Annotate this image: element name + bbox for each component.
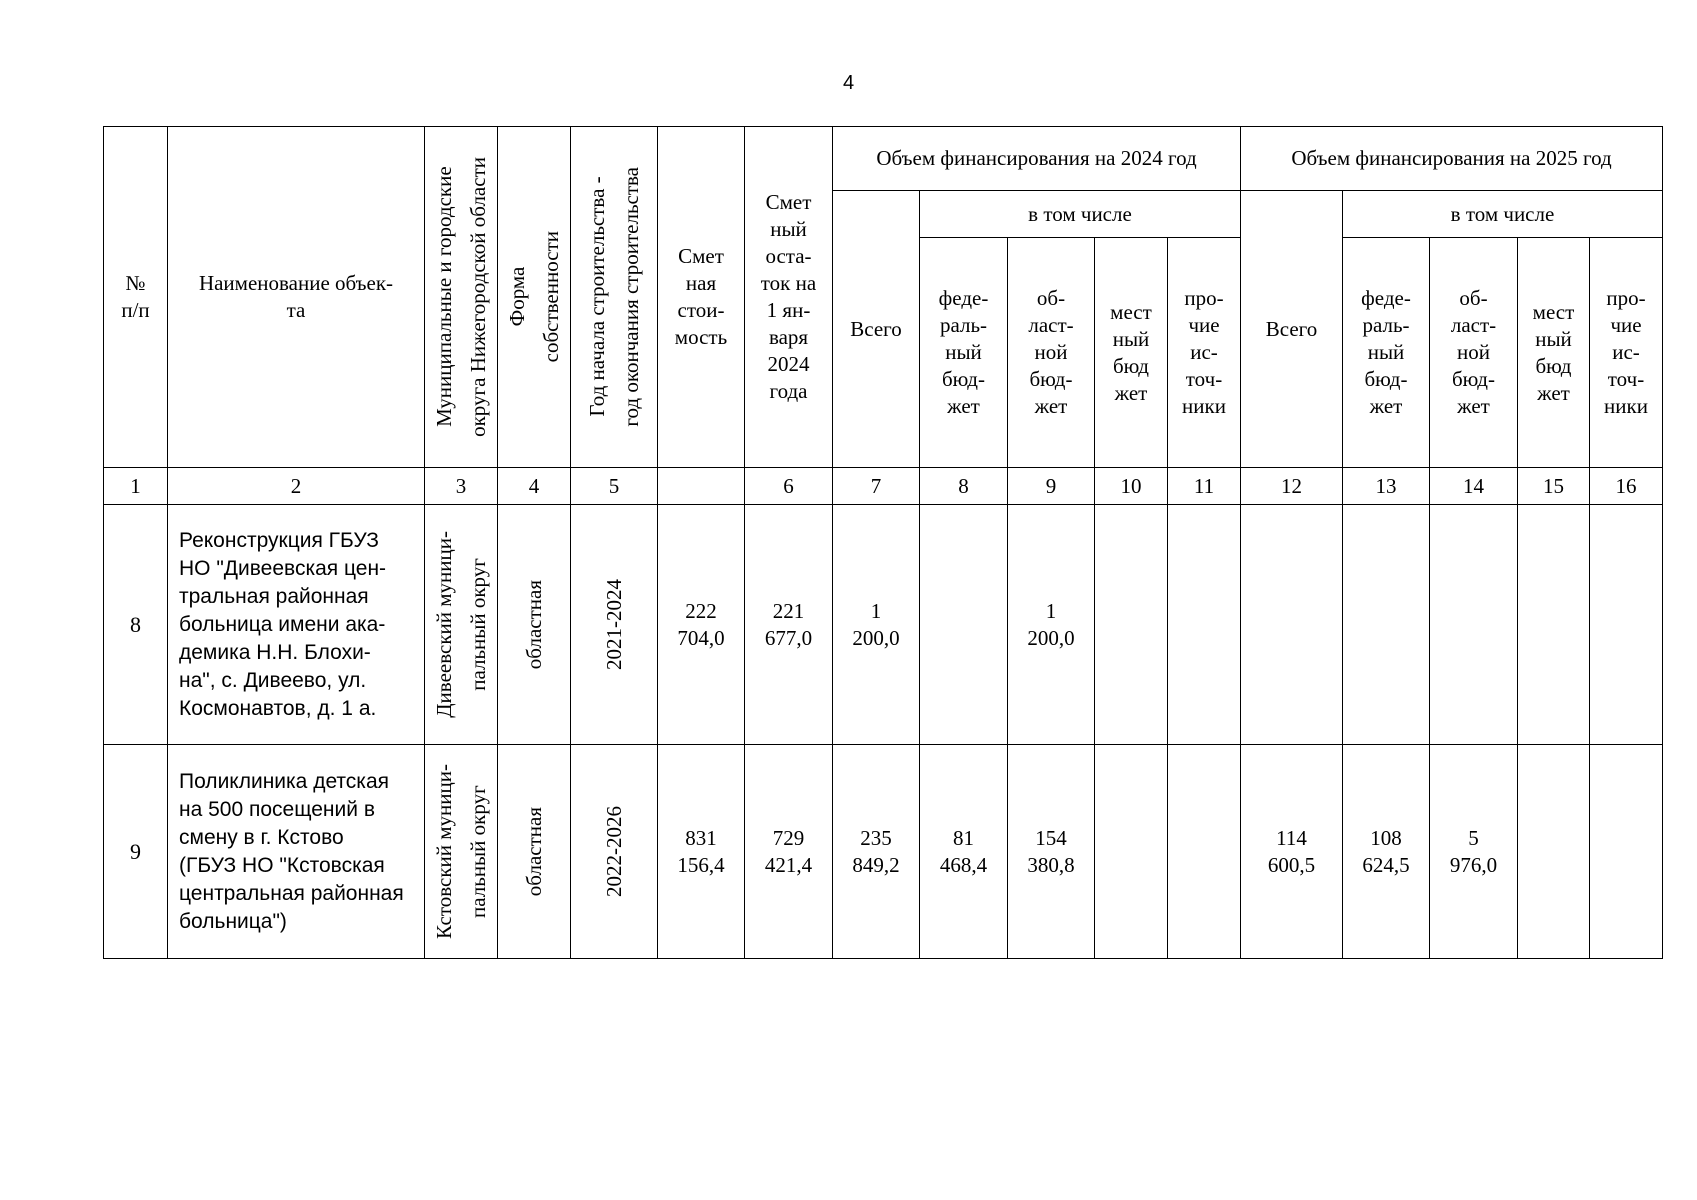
total-2025-cell: 114 600,5 [1241,745,1343,959]
column-number: 8 [920,468,1008,505]
estimated-balance-cell: 729 421,4 [745,745,833,959]
row-number: 8 [104,505,168,745]
header-ownership: Форма собственности [498,127,571,468]
header-no: № п/п [104,127,168,468]
regional-2024-cell: 154 380,8 [1008,745,1095,959]
local-2024-cell [1095,505,1168,745]
column-number: 16 [1590,468,1663,505]
column-number: 6 [745,468,833,505]
local-2025-cell [1518,505,1590,745]
column-number: 7 [833,468,920,505]
header-municipality: Муниципальные и городские округа Нижегородской области [425,127,498,468]
table-row [104,505,1663,745]
object-name: Поликлиника детская на 500 посещений в смену в г. Кстово (ГБУЗ НО "Кстовская центральная районная больница") [168,745,425,959]
column-number: 5 [571,468,658,505]
other-2024-cell [1168,745,1241,959]
municipality-cell: Кстовский муници- пальный округ [425,745,498,959]
header-including-2025: в том числе [1343,191,1663,238]
other-2025-cell [1590,745,1663,959]
regional-2025-cell [1430,505,1518,745]
header-including-2024: в том числе [920,191,1241,238]
row-number: 9 [104,745,168,959]
header-federal-2025: феде- раль- ный бюд- жет [1343,238,1430,468]
header-total-2024: Всего [833,191,920,468]
local-2024-cell [1095,745,1168,959]
column-number: 10 [1095,468,1168,505]
financing-table [103,126,1663,959]
header-federal-2024: феде- раль- ный бюд- жет [920,238,1008,468]
column-number: 2 [168,468,425,505]
estimated-balance-cell: 221 677,0 [745,505,833,745]
header-total-2025: Всего [1241,191,1343,468]
other-2024-cell [1168,505,1241,745]
column-number-row [104,468,1663,505]
header-regional-2025: об- ласт- ной бюд- жет [1430,238,1518,468]
column-number: 15 [1518,468,1590,505]
page-number: 4 [842,72,855,94]
estimated-cost-cell: 222 704,0 [658,505,745,745]
column-number: 12 [1241,468,1343,505]
header-name: Наименование объек- та [168,127,425,468]
column-number: 13 [1343,468,1430,505]
total-2025-cell [1241,505,1343,745]
column-number: 9 [1008,468,1095,505]
years-cell: 2022-2026 [571,745,658,959]
header-regional-2024: об- ласт- ной бюд- жет [1008,238,1095,468]
federal-2025-cell [1343,505,1430,745]
regional-2024-cell: 1 200,0 [1008,505,1095,745]
federal-2024-cell [920,505,1008,745]
column-number: 14 [1430,468,1518,505]
header-other-2025: про- чие ис- точ- ники [1590,238,1663,468]
header-local-2025: мест ный бюд жет [1518,238,1590,468]
ownership-cell: областная [498,505,571,745]
ownership-cell: областная [498,745,571,959]
column-number: 4 [498,468,571,505]
regional-2025-cell: 5 976,0 [1430,745,1518,959]
federal-2025-cell: 108 624,5 [1343,745,1430,959]
header-financing-2025: Объем финансирования на 2025 год [1241,127,1663,191]
other-2025-cell [1590,505,1663,745]
header-row-1 [104,127,1663,191]
column-number: 11 [1168,468,1241,505]
local-2025-cell [1518,745,1590,959]
header-years: Год начала строительства - год окончания строительства [571,127,658,468]
total-2024-cell: 1 200,0 [833,505,920,745]
total-2024-cell: 235 849,2 [833,745,920,959]
object-name: Реконструкция ГБУЗ НО "Дивеевская цен- тральная районная больница имени ака- демика Н.Н. Блохи- на", с. Дивеево, ул. Космонавтов, д. 1 а. [168,505,425,745]
column-number: 1 [104,468,168,505]
federal-2024-cell: 81 468,4 [920,745,1008,959]
table-row [104,745,1663,959]
header-estimated-balance: Смет ный оста- ток на 1 ян- варя 2024 года [745,127,833,468]
header-other-2024: про- чие ис- точ- ники [1168,238,1241,468]
estimated-cost-cell: 831 156,4 [658,745,745,959]
municipality-cell: Дивеевский муници- пальный округ [425,505,498,745]
header-estimated-cost: Смет ная стои- мость [658,127,745,468]
header-financing-2024: Объем финансирования на 2024 год [833,127,1241,191]
column-number [658,468,745,505]
years-cell: 2021-2024 [571,505,658,745]
column-number: 3 [425,468,498,505]
header-local-2024: мест ный бюд жет [1095,238,1168,468]
